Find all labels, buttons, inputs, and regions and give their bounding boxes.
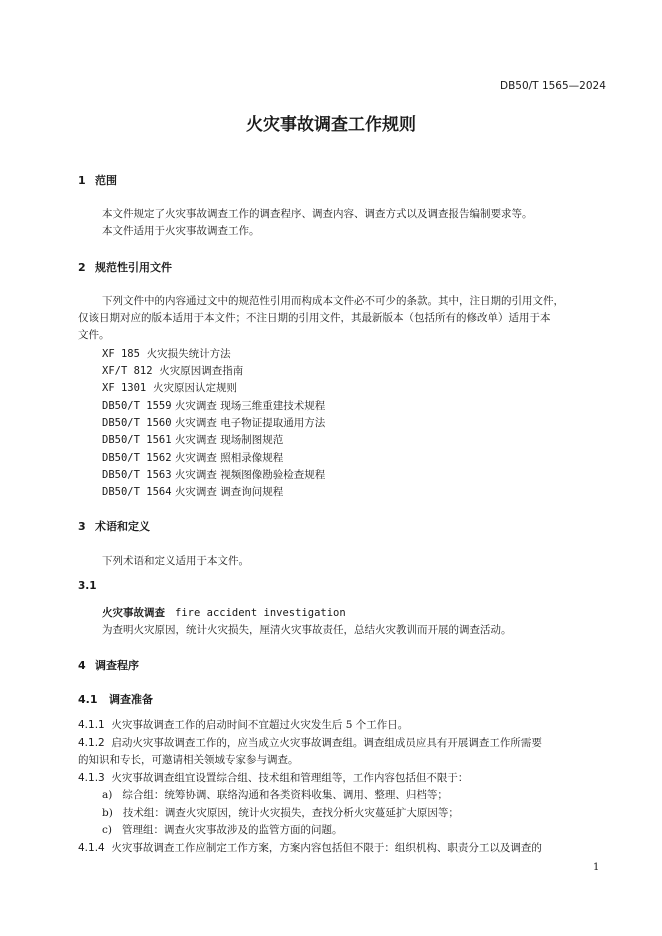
- clause-text: 火灾事故调查工作的启动时间不宜超过火灾发生后 5 个工作日。: [111, 719, 409, 731]
- reference-name: 火灾损失统计方法: [146, 348, 231, 360]
- section-2-intro-line-1: 下列文件中的内容通过文中的规范性引用而构成本文件必不可少的条款。其中，注日期的引用文件，: [102, 295, 564, 307]
- list-item-text: 管理组：调查火灾事故涉及的监管方面的问题。: [122, 824, 343, 836]
- clause-text: 火灾事故调查工作应制定工作方案，方案内容包括但不限于：组织机构、职责分工以及调查的: [111, 842, 542, 854]
- subsection-4-1-title: 调查准备: [109, 693, 153, 706]
- term-number: 3.1: [78, 580, 97, 592]
- reference-item: [102, 415, 325, 430]
- term-english: fire accident investigation: [175, 607, 346, 619]
- list-item-mark: b): [102, 807, 113, 819]
- reference-item: [102, 467, 325, 482]
- section-4-heading: [78, 657, 139, 673]
- list-item: [102, 787, 448, 802]
- section-1-title: 范围: [95, 174, 117, 187]
- clause-4-1-4: [78, 840, 542, 855]
- section-1-paragraph-1: 本文件规定了火灾事故调查工作的调查程序、调查内容、调查方式以及调查报告编制要求等。: [102, 208, 533, 220]
- term-entry: [102, 605, 346, 620]
- clause-4-1-1: [78, 717, 408, 732]
- reference-code: DB50/T 1563: [102, 469, 172, 481]
- reference-name: 火灾调查 调查询问规程: [174, 486, 284, 498]
- reference-code: DB50/T 1562: [102, 452, 172, 464]
- reference-item: [102, 346, 231, 361]
- clause-number: 4.1.3: [78, 772, 105, 784]
- standard-code: DB50/T 1565—2024: [500, 80, 606, 92]
- reference-item: [102, 380, 237, 395]
- page-number: 1: [593, 862, 600, 873]
- section-2-intro-line-2: 仅该日期对应的版本适用于本文件；不注日期的引用文件，其最新版本（包括所有的修改单）适用于本: [78, 312, 551, 324]
- section-3-intro: 下列术语和定义适用于本文件。: [102, 555, 249, 567]
- list-item-mark: a): [102, 789, 113, 801]
- term-definition: 为查明火灾原因，统计火灾损失，厘清火灾事故责任，总结火灾教训而开展的调查活动。: [102, 624, 512, 636]
- section-3-number: 3: [78, 520, 86, 533]
- reference-code: DB50/T 1559: [102, 400, 172, 412]
- section-3-heading: [78, 518, 150, 534]
- document-title: 火灾事故调查工作规则: [246, 115, 416, 135]
- reference-item: [102, 484, 283, 499]
- clause-text-line-1: 启动火灾事故调查工作的，应当成立火灾事故调查组。调查组成员应具有开展调查工作所需要: [111, 737, 542, 749]
- section-4-title: 调查程序: [95, 659, 139, 672]
- reference-code: XF/T 812: [102, 365, 153, 377]
- list-item-text: 技术组：调查火灾原因，统计火灾损失，查找分析火灾蔓延扩大原因等；: [122, 807, 459, 819]
- clause-4-1-2-line-2: 的知识和专长，可邀请相关领域专家参与调查。: [78, 754, 299, 766]
- reference-code: XF 185: [102, 348, 140, 360]
- reference-item: [102, 363, 243, 378]
- reference-item: [102, 450, 283, 465]
- section-1-number: 1: [78, 174, 86, 187]
- section-3-title: 术语和定义: [95, 520, 150, 533]
- reference-name: 火灾调查 电子物证提取通用方法: [174, 417, 326, 429]
- clause-number: 4.1.2: [78, 737, 105, 749]
- subsection-4-1-heading: [78, 691, 153, 707]
- reference-name: 火灾原因调查指南: [159, 365, 244, 377]
- reference-code: DB50/T 1560: [102, 417, 172, 429]
- clause-4-1-2: [78, 735, 542, 750]
- list-item: [102, 805, 459, 820]
- reference-item: [102, 398, 325, 413]
- list-item: [102, 822, 343, 837]
- reference-code: DB50/T 1564: [102, 486, 172, 498]
- clause-number: 4.1.4: [78, 842, 105, 854]
- reference-item: [102, 432, 283, 447]
- reference-code: XF 1301: [102, 382, 147, 394]
- term-chinese: 火灾事故调查: [102, 607, 165, 619]
- reference-name: 火灾调查 现场三维重建技术规程: [174, 400, 326, 412]
- section-2-intro-line-3: 文件。: [78, 329, 110, 341]
- section-4-number: 4: [78, 659, 86, 672]
- clause-number: 4.1.1: [78, 719, 105, 731]
- section-1-heading: [78, 172, 117, 188]
- section-2-number: 2: [78, 261, 86, 274]
- reference-name: 火灾调查 现场制图规范: [174, 434, 284, 446]
- clause-4-1-3: [78, 770, 468, 785]
- reference-name: 火灾调查 视频图像勘验检查规程: [174, 469, 326, 481]
- clause-text: 火灾事故调查组宜设置综合组、技术组和管理组等，工作内容包括但不限于：: [111, 772, 469, 784]
- section-2-heading: [78, 259, 172, 275]
- section-2-title: 规范性引用文件: [95, 261, 172, 274]
- reference-name: 火灾调查 照相录像规程: [174, 452, 284, 464]
- list-item-mark: c): [102, 824, 112, 836]
- list-item-text: 综合组：统筹协调、联络沟通和各类资料收集、调用、整理、归档等；: [122, 789, 448, 801]
- reference-name: 火灾原因认定规则: [152, 382, 237, 394]
- reference-code: DB50/T 1561: [102, 434, 172, 446]
- subsection-4-1-number: 4.1: [78, 693, 98, 706]
- section-1-paragraph-2: 本文件适用于火灾事故调查工作。: [102, 225, 260, 237]
